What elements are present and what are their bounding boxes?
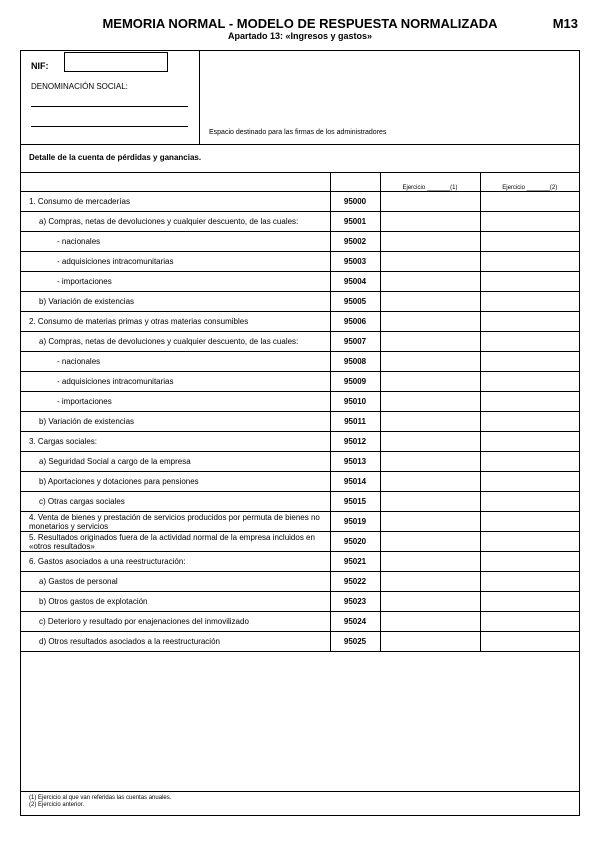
row-label-cell [21,192,330,212]
row-label-cell [21,592,330,612]
value-ejercicio-2[interactable] [480,192,579,212]
table-row [21,392,579,412]
row-code: 95007 [330,332,380,352]
value-ejercicio-2[interactable] [480,412,579,432]
value-ejercicio-1[interactable] [380,552,480,572]
row-label-cell [21,312,330,332]
footnotes [29,795,171,809]
value-ejercicio-2[interactable] [480,272,579,292]
row-label: a) Gastos de personal [39,577,118,586]
row-code: 95012 [330,432,380,452]
row-code: 95010 [330,392,380,412]
value-ejercicio-1[interactable] [380,232,480,252]
pyg-table [21,172,579,652]
header-blank [21,172,330,192]
row-label-cell [21,572,330,592]
table-row [21,592,579,612]
identification-left [21,51,200,144]
row-label: 3. Cargas sociales: [29,437,98,446]
row-label: b) Otros gastos de explotación [39,597,148,606]
col-ejercicio-1: Ejercicio _______(1) [380,172,480,192]
row-label-cell [21,452,330,472]
value-ejercicio-1[interactable] [380,512,480,532]
value-ejercicio-1[interactable] [380,472,480,492]
value-ejercicio-2[interactable] [480,632,579,652]
value-ejercicio-2[interactable] [480,312,579,332]
row-code: 95001 [330,212,380,232]
row-code: 95024 [330,612,380,632]
value-ejercicio-1[interactable] [380,312,480,332]
col-ejercicio-2: Ejercicio _______(2) [480,172,579,192]
row-code: 95002 [330,232,380,252]
value-ejercicio-1[interactable] [380,432,480,452]
table-row [21,572,579,592]
row-label: 1. Consumo de mercaderías [29,197,130,206]
row-label-cell [21,392,330,412]
row-code: 95011 [330,412,380,432]
row-code: 95025 [330,632,380,652]
row-code: 95013 [330,452,380,472]
row-label: c) Deterioro y resultado por enajenaciones del inmovilizado [39,617,249,626]
value-ejercicio-1[interactable] [380,572,480,592]
row-label-cell [21,332,330,352]
row-label: a) Compras, netas de devoluciones y cualquier descuento, de las cuales: [39,337,299,346]
row-label: c) Otras cargas sociales [39,497,125,506]
table-row [21,632,579,652]
row-code: 95009 [330,372,380,392]
value-ejercicio-1[interactable] [380,352,480,372]
row-label-cell [21,232,330,252]
row-code: 95000 [330,192,380,212]
table-row [21,532,579,552]
form-frame [20,50,580,816]
nif-label: NIF: [31,61,49,71]
value-ejercicio-2[interactable] [480,292,579,312]
row-code: 95021 [330,552,380,572]
row-label: - nacionales [57,357,101,366]
row-code: 95023 [330,592,380,612]
row-label-cell [21,372,330,392]
table-row [21,312,579,332]
row-label-cell [21,472,330,492]
value-ejercicio-1[interactable] [380,452,480,472]
table-header-row [21,172,579,192]
footnote-1: (1) Ejercicio al que van referidas las cuentas anuales. [29,795,172,801]
row-label: - importaciones [57,397,112,406]
value-ejercicio-1[interactable] [380,292,480,312]
table-row [21,492,579,512]
row-label-cell [21,552,330,572]
value-ejercicio-2[interactable] [480,232,579,252]
value-ejercicio-1[interactable] [380,252,480,272]
row-label-cell [21,612,330,632]
table-row [21,452,579,472]
firmas-note: Espacio destinado para las firmas de los administradores [209,129,387,136]
table-row [21,292,579,312]
table-row [21,612,579,632]
table-row [21,212,579,232]
value-ejercicio-2[interactable] [480,612,579,632]
value-ejercicio-2[interactable] [480,472,579,492]
value-ejercicio-1[interactable] [380,332,480,352]
value-ejercicio-2[interactable] [480,532,579,552]
value-ejercicio-1[interactable] [380,532,480,552]
row-code: 95019 [330,512,380,532]
row-code: 95014 [330,472,380,492]
row-label: 2. Consumo de materias primas y otras materias consumibles [29,317,249,326]
denominacion-label: DENOMINACIÓN SOCIAL: [31,82,128,91]
row-label: 6. Gastos asociados a una reestructuración: [29,557,186,566]
identification-box [21,51,579,145]
table-row [21,232,579,252]
footnote-2: (2) Ejercicio anterior. [29,802,85,808]
value-ejercicio-2[interactable] [480,552,579,572]
row-code: 95022 [330,572,380,592]
row-label-cell [21,412,330,432]
value-ejercicio-2[interactable] [480,492,579,512]
form-subtitle: Apartado 13: «Ingresos y gastos» [227,31,373,41]
form-title: MEMORIA NORMAL - MODELO DE RESPUESTA NORMALIZADA [102,16,498,31]
value-ejercicio-1[interactable] [380,372,480,392]
table-row [21,252,579,272]
row-label: a) Compras, netas de devoluciones y cualquier descuento, de las cuales: [39,217,299,226]
value-ejercicio-1[interactable] [380,392,480,412]
blank-area [21,655,579,792]
denominacion-line-1[interactable] [31,106,188,107]
row-label-cell [21,632,330,652]
row-label: 4. Venta de bienes y prestación de servicios producidos por permuta de bienes no monetarios y servicios [29,512,320,531]
value-ejercicio-1[interactable] [380,212,480,232]
header-code-blank [330,172,380,192]
table-row [21,512,579,532]
value-ejercicio-1[interactable] [380,492,480,512]
value-ejercicio-2[interactable] [480,352,579,372]
value-ejercicio-2[interactable] [480,432,579,452]
row-label-cell [21,352,330,372]
row-label: 5. Resultados originados fuera de la actividad normal de la empresa incluidos en «otros resultados» [29,532,315,551]
row-label-cell [21,272,330,292]
table-row [21,372,579,392]
value-ejercicio-1[interactable] [380,632,480,652]
row-label: a) Seguridad Social a cargo de la empresa [39,457,191,466]
row-label: - adquisiciones intracomunitarias [57,257,174,266]
row-label-cell [21,252,330,272]
value-ejercicio-1[interactable] [380,192,480,212]
value-ejercicio-2[interactable] [480,592,579,612]
row-code: 95004 [330,272,380,292]
table-row [21,192,579,212]
row-label-cell [21,532,330,552]
row-code: 95005 [330,292,380,312]
value-ejercicio-2[interactable] [480,212,579,232]
row-label-cell [21,212,330,232]
value-ejercicio-1[interactable] [380,412,480,432]
section-title-bar [21,144,579,173]
table-row [21,432,579,452]
value-ejercicio-2[interactable] [480,372,579,392]
row-label-cell [21,292,330,312]
value-ejercicio-2[interactable] [480,392,579,412]
nif-input[interactable] [64,52,168,72]
row-code: 95015 [330,492,380,512]
table-row [21,472,579,492]
value-ejercicio-2[interactable] [480,572,579,592]
row-label-cell [21,432,330,452]
section-title: Detalle de la cuenta de pérdidas y ganancias. [29,153,202,162]
value-ejercicio-2[interactable] [480,252,579,272]
row-code: 95003 [330,252,380,272]
form-code: M13 [552,16,578,31]
row-label-cell [21,492,330,512]
value-ejercicio-2[interactable] [480,512,579,532]
table-row [21,272,579,292]
row-label: - adquisiciones intracomunitarias [57,377,174,386]
table-row [21,332,579,352]
table-row [21,552,579,572]
denominacion-line-2[interactable] [31,126,188,127]
row-label: b) Aportaciones y dotaciones para pensiones [39,477,199,486]
row-label: b) Variación de existencias [39,297,135,306]
table-row [21,352,579,372]
value-ejercicio-1[interactable] [380,612,480,632]
row-label-cell [21,512,330,532]
value-ejercicio-1[interactable] [380,592,480,612]
value-ejercicio-2[interactable] [480,332,579,352]
table-row [21,412,579,432]
row-code: 95008 [330,352,380,372]
value-ejercicio-1[interactable] [380,272,480,292]
row-label: - nacionales [57,237,101,246]
row-label: b) Variación de existencias [39,417,135,426]
row-label: d) Otros resultados asociados a la reestructuración [39,637,220,646]
row-code: 95020 [330,532,380,552]
row-label: - importaciones [57,277,112,286]
row-code: 95006 [330,312,380,332]
value-ejercicio-2[interactable] [480,452,579,472]
